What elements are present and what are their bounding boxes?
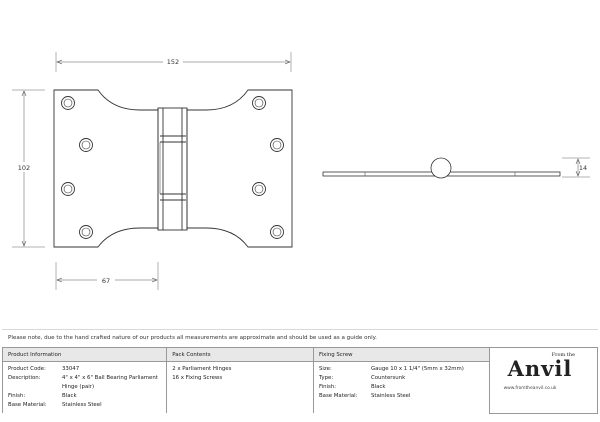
leaf-width-dimension [56,262,158,290]
width-label: 152 [166,58,180,66]
pack-item: 2 x Parliament Hinges [172,366,232,372]
base-material-row [319,392,484,401]
fixing-screw-section [313,362,489,414]
row-value: Stainless Steel [62,402,102,408]
row-value: 4" x 4" x 6" Ball Bearing Parliament Hinge (pair) [62,375,158,390]
logo [489,348,597,414]
pack-item: 16 x Fixing Screws [172,375,223,381]
disclaimer-note: Please note, due to the hand crafted nature of our products all measurements are approximate and should be used as a guide only. [8,335,377,341]
height-label: 102 [17,164,31,172]
product-info-section [3,362,167,414]
row-label: Finish: [318,384,337,390]
screw-hole [80,226,93,239]
pack-contents-section [167,362,314,414]
type-row [319,374,484,383]
row-label: Base Material: [318,393,358,399]
thickness-dimension [562,158,590,177]
row-label: Description: [8,375,41,381]
logo-url: www.fromtheanvil.co.uk [503,386,557,391]
row-label: Finish: [8,393,26,399]
row-value: Stainless Steel [370,393,411,399]
screw-hole [271,139,284,152]
row-label: Product Code: [8,366,46,372]
hinge-front-view [54,90,292,247]
product-code-row [8,365,161,374]
spec-table [2,347,598,414]
logo-wordmark: Anvil [507,356,573,381]
thickness-label: 14 [578,164,588,172]
row-value: Countersunk [370,375,406,381]
screw-hole [80,139,93,152]
product-info-header: Product Information [3,348,167,362]
row-label: Size: [318,366,332,372]
screw-hole [62,183,75,196]
fixing-screw-header: Fixing Screw [313,348,489,362]
row-label: Type: [318,375,334,381]
base-material-row [8,401,161,410]
hinge-side-view [323,158,560,178]
row-value: Black [370,384,386,390]
row-value: Black [62,393,77,399]
logo-small-text: From the [551,352,575,358]
finish-row [8,392,161,401]
screw-hole [62,97,75,110]
pack-contents-header: Pack Contents [167,348,314,362]
leaf-width-label: 67 [101,277,111,285]
description-row [8,374,161,392]
row-value: Gauge 10 x 1 1/4" (5mm x 32mm) [370,366,464,372]
screw-hole [253,183,266,196]
finish-row [319,383,484,392]
height-dimension [12,90,45,247]
row-value: 33047 [62,366,80,372]
screw-hole [271,226,284,239]
screw-hole [253,97,266,110]
row-label: Base Material: [8,402,47,408]
width-dimension [56,52,291,72]
size-row [319,365,484,374]
